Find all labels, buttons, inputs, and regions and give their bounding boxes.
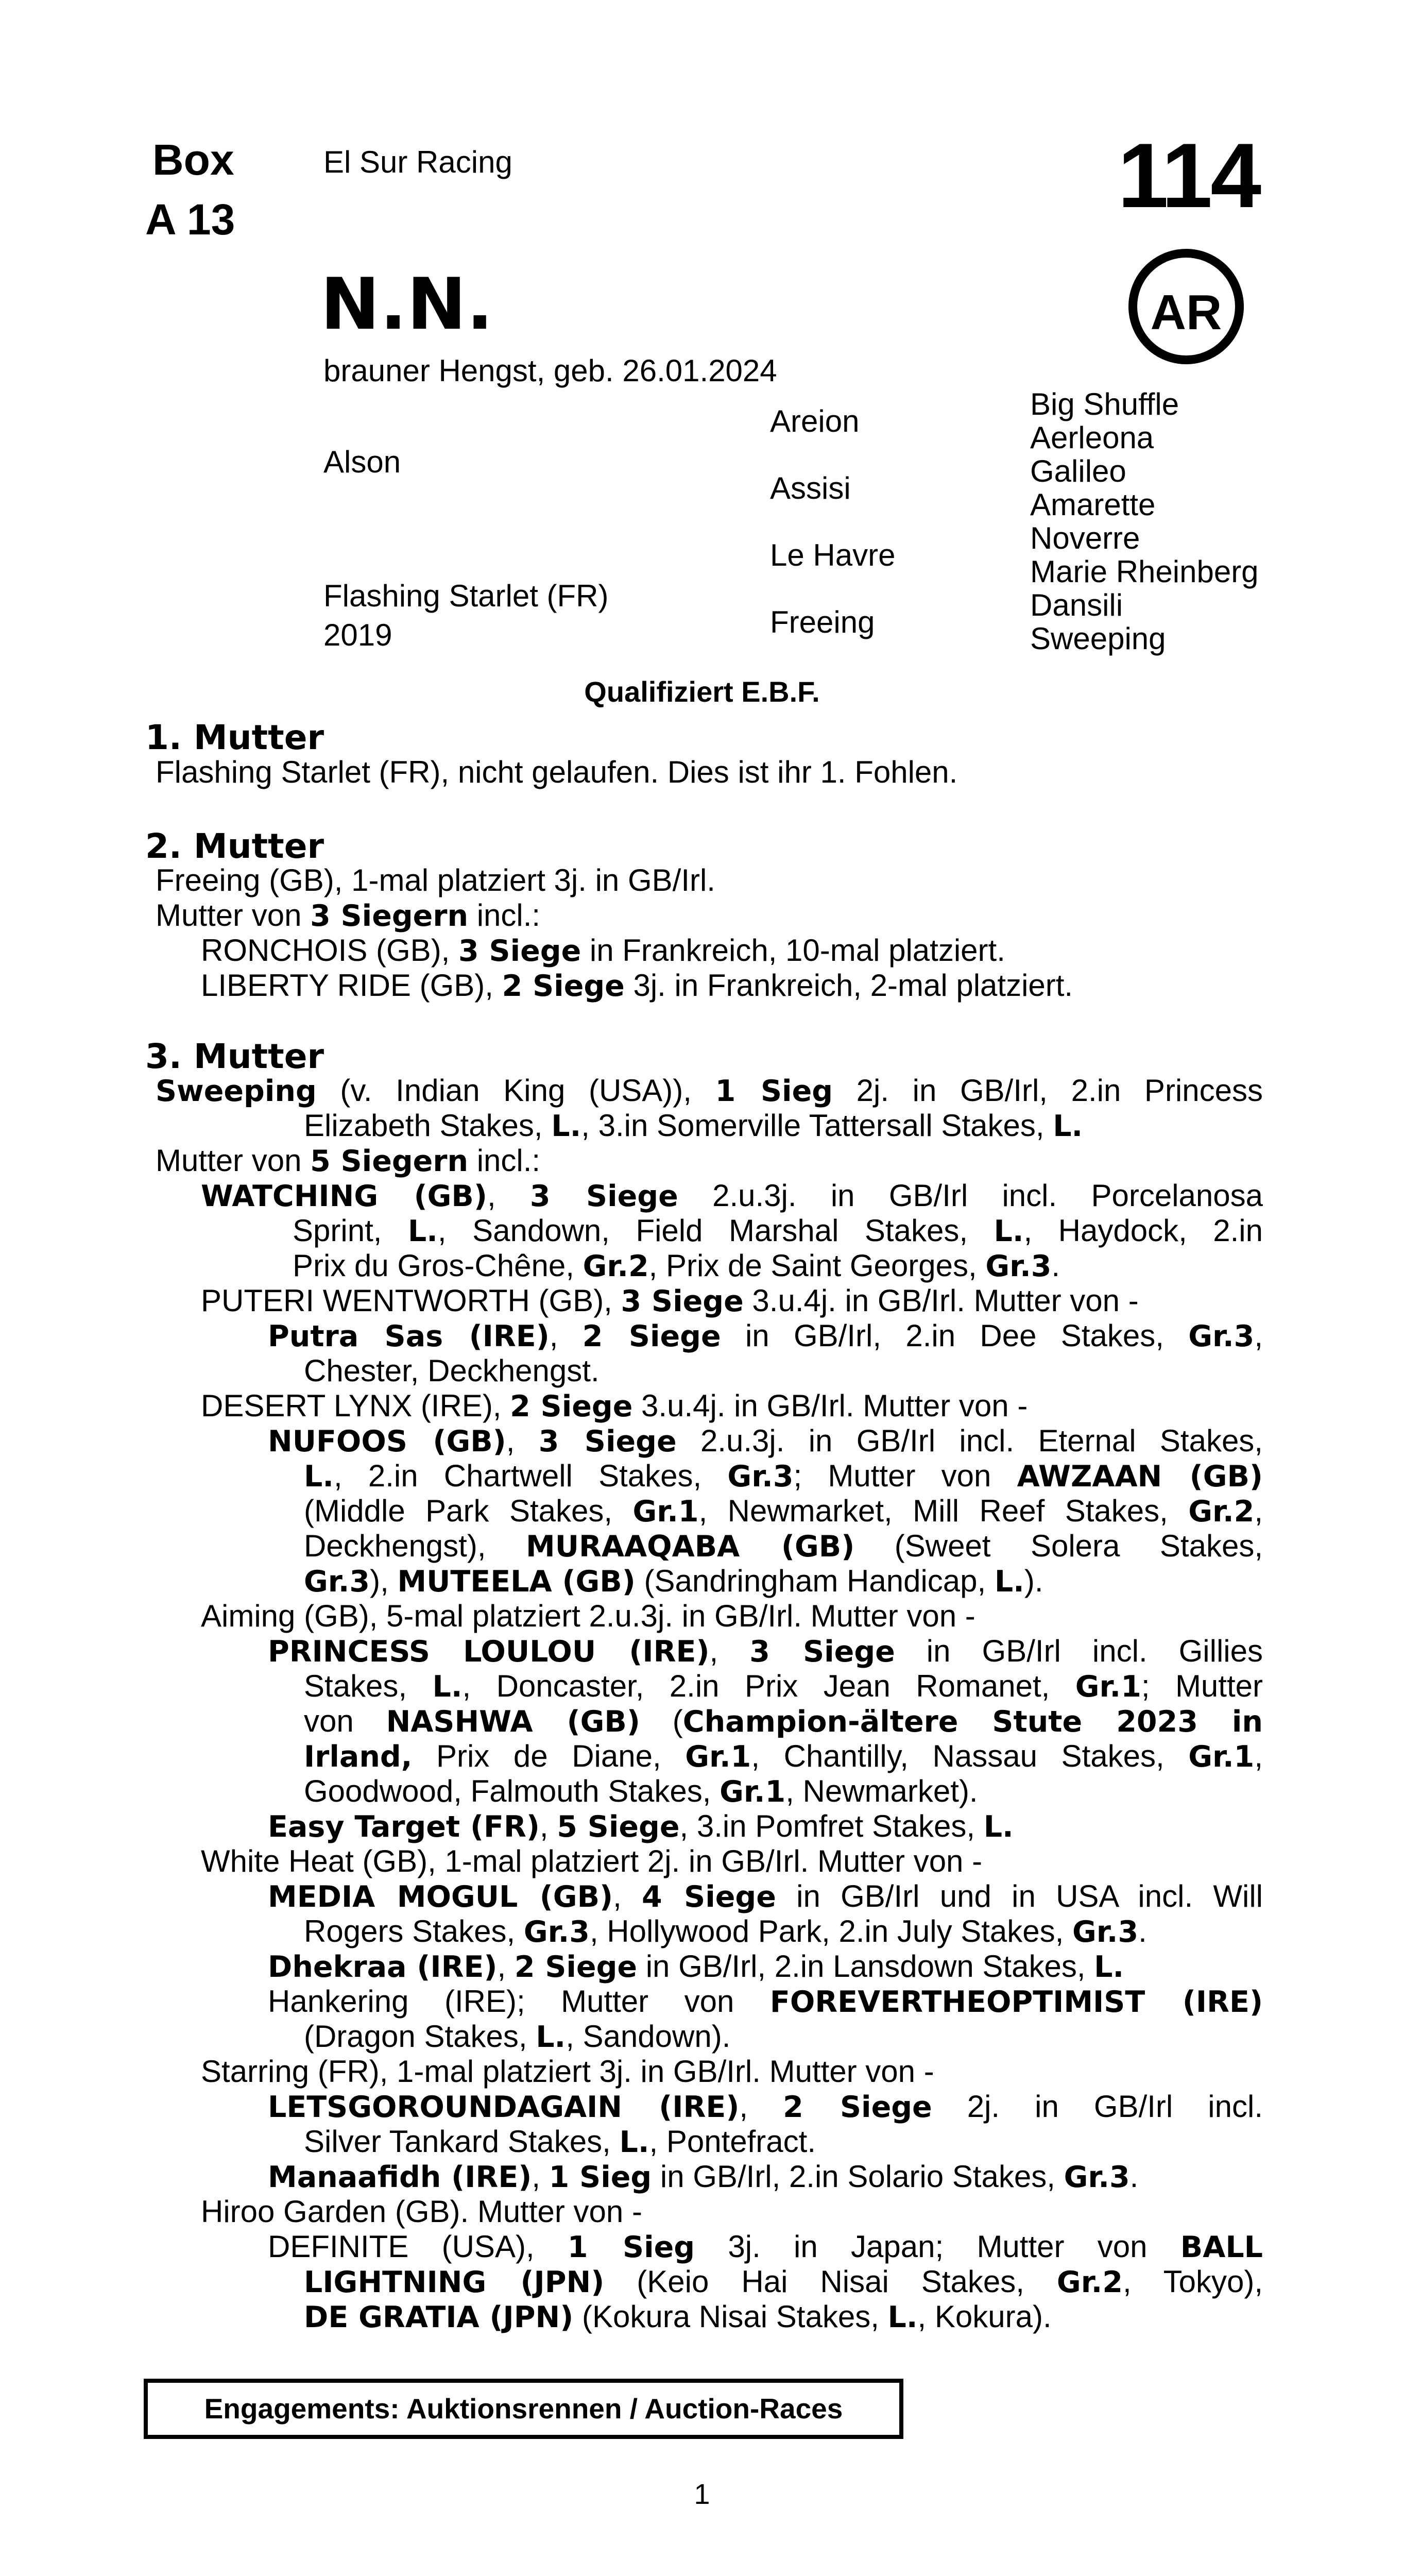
bold-text: MEDIA MOGUL (GB) [268,1880,613,1914]
text-line [201,968,1073,1003]
text-span: Prix de Diane, [412,1739,686,1773]
text-span: (Sandringham Handicap, [635,1564,995,1598]
text-line [304,2299,1052,2334]
bold-text: Irland, [304,1740,413,1774]
bold-text: Gr.3 [1188,1319,1255,1353]
pedigree-sire: Alson [323,445,401,479]
ar-badge [1128,249,1244,364]
bold-text: NASHWA (GB) [386,1705,640,1739]
text-span: von [304,1704,386,1738]
text-span: , Kokura). [917,2299,1052,2334]
text-span: , [532,2159,549,2194]
pedigree-great-grandparent: Amarette [1030,487,1156,522]
horse-name: N.N. [320,263,493,346]
text-line [201,933,1005,968]
text-span: White Heat (GB), 1-mal platziert 2j. in GB/Irl. Mutter von - [201,1844,983,1878]
bold-text: 2 Siege [502,969,625,1003]
bold-text: 2 Siege [510,1389,633,1423]
text-line [268,1984,1263,2019]
text-line [268,1634,1263,1669]
text-line [304,1704,1263,1739]
text-span: Elizabeth Stakes, [304,1108,552,1143]
bold-text: Champion-ältere Stute 2023 in [682,1705,1263,1739]
text-span: DESERT LYNX (IRE), [201,1388,510,1423]
text-span: Mutter von [156,1143,311,1178]
text-span: ( [640,1704,683,1738]
bold-text: 4 Siege [642,1880,776,1914]
text-span: , Newmarket, Mill Reef Stakes, [698,1494,1189,1528]
text-span: ), [370,1564,398,1598]
bold-text: 3 Siege [529,1179,678,1213]
mutter1-heading: 1. Mutter [145,718,324,757]
bold-text: Gr.2 [583,1249,649,1283]
text-span: , Hollywood Park, 2.in July Stakes, [589,1914,1073,1948]
text-span: Rogers Stakes, [304,1914,524,1948]
text-span: , [487,1178,530,1213]
text-span: (Middle Park Stakes, [304,1494,633,1528]
text-span: , 3.in Pomfret Stakes, [679,1809,984,1843]
mutter3-heading: 3. Mutter [145,1037,324,1076]
bold-text: PRINCESS LOULOU (IRE) [268,1635,710,1669]
text-span: in GB/Irl und in USA incl. Will [776,1879,1263,1913]
text-line [268,1949,1124,1984]
bold-text: WATCHING (GB) [201,1179,487,1213]
text-span: , [613,1879,642,1913]
pedigree-great-grandparent: Sweeping [1030,621,1166,656]
bold-text: 2 Siege [783,2090,932,2124]
bold-text: 1 Sieg [715,1074,833,1108]
bold-text: 5 Siegern [310,1144,469,1178]
text-span: , [539,1809,557,1843]
text-span: Hiroo Garden (GB). Mutter von - [201,2194,642,2229]
box-number: A 13 [145,195,235,244]
ar-badge-label: AR [1150,285,1222,340]
bold-text: L. [551,1109,581,1143]
text-span: LIBERTY RIDE (GB), [201,968,502,1003]
mutter2-heading: 2. Mutter [145,826,324,866]
text-span: Stakes, [304,1669,433,1703]
text-span: , Newmarket). [785,1774,978,1808]
text-span: . [1129,2159,1139,2194]
bold-text: FOREVERTHEOPTIMIST (IRE) [769,1985,1263,2019]
bold-text: L. [304,1460,334,1494]
bold-text: 1 Sieg [567,2230,695,2264]
text-span: 3j. in Japan; Mutter von [695,2229,1180,2264]
mutter1-text: Flashing Starlet (FR), nicht gelaufen. Dies ist ihr 1. Fohlen. [156,755,958,789]
text-line [268,1423,1263,1459]
bold-text: Gr.1 [685,1740,751,1774]
text-span: in GB/Irl, 2.in Lansdown Stakes, [637,1949,1094,1984]
text-line [156,898,540,933]
text-line [304,1494,1263,1529]
pedigree-grandparent: Freeing [770,605,875,639]
text-span: . [1138,1914,1147,1948]
text-line [268,1809,1014,1844]
bold-text: Sweeping [156,1074,317,1108]
text-span: , Tokyo), [1123,2264,1263,2299]
bold-text: LIGHTNING (JPN) [304,2265,605,2299]
bold-text: 2 Siege [582,1319,721,1353]
text-span: , 2.in Chartwell Stakes, [333,1459,728,1493]
text-line [201,2054,934,2089]
horse-description: brauner Hengst, geb. 26.01.2024 [323,353,777,388]
text-span: , [739,2089,783,2124]
text-line [304,1529,1263,1564]
text-span: Starring (FR), 1-mal platziert 3j. in GB/Irl. Mutter von - [201,2054,934,2089]
text-line [201,1283,1139,1318]
bold-text: Gr.2 [1188,1495,1255,1529]
text-span: incl.: [468,1143,541,1178]
text-span: ; Mutter [1141,1669,1263,1703]
qualification-note: Qualifiziert E.B.F. [584,675,820,708]
text-span: Aiming (GB), 5-mal platziert 2.u.3j. in GB/Irl. Mutter von - [201,1599,975,1633]
text-span: in GB/Irl, 2.in Solario Stakes, [652,2159,1064,2194]
text-span: 2j. in GB/Irl, 2.in Princess [833,1073,1263,1108]
text-span: PUTERI WENTWORTH (GB), [201,1283,621,1318]
bold-text: Gr.1 [720,1775,786,1809]
text-span: (Sweet Solera Stakes, [854,1529,1263,1563]
text-span: , Chantilly, Nassau Stakes, [751,1739,1189,1773]
bold-text: Gr.1 [632,1495,699,1529]
text-span: , [1254,1318,1263,1353]
text-line [304,1914,1147,1949]
bold-text: Dhekraa (IRE) [268,1950,498,1984]
text-span: 2.u.3j. in GB/Irl incl. Porcelanosa [678,1178,1263,1213]
bold-text: NUFOOS (GB) [268,1425,506,1459]
text-span: , [1254,1739,1263,1773]
text-span: 2j. in GB/Irl incl. [932,2089,1263,2124]
lot-number: 114 [1118,124,1260,227]
text-span: in Frankreich, 10-mal platziert. [581,933,1005,968]
text-line [201,2194,642,2229]
bold-text: 3 Siege [749,1635,895,1669]
text-line [304,1353,600,1388]
text-span: Prix du Gros-Chêne, [293,1248,583,1283]
bold-text: Gr.3 [727,1460,794,1494]
bold-text: L. [407,1214,438,1248]
text-line [156,1073,1263,1108]
text-line [268,2159,1138,2194]
text-span: , Haydock, 2.in [1023,1213,1263,1248]
bold-text: Gr.3 [1072,1915,1139,1949]
text-span: 3.u.4j. in GB/Irl. Mutter von - [743,1283,1139,1318]
pedigree-great-grandparent: Big Shuffle [1030,387,1179,421]
bold-text: 3 Siegern [310,899,469,933]
text-span: incl.: [468,898,541,933]
text-span: 3j. in Frankreich, 2-mal platziert. [624,968,1073,1003]
bold-text: BALL [1180,2230,1263,2264]
text-span: Freeing (GB), 1-mal platziert 3j. in GB/Irl. [156,863,715,897]
text-line [304,2264,1263,2299]
bold-text: L. [994,1565,1024,1599]
text-span: , Doncaster, 2.in Prix Jean Romanet, [462,1669,1075,1703]
pedigree-dam-year: 2019 [323,618,392,652]
text-span: , [709,1634,750,1668]
text-span: (Keio Hai Nisai Stakes, [604,2264,1057,2299]
text-span: Sprint, [293,1213,408,1248]
text-span: , 3.in Somerville Tattersall Stakes, [581,1108,1053,1143]
bold-text: DE GRATIA (JPN) [304,2300,574,2334]
bold-text: L. [536,2020,566,2054]
text-span: . [1051,1248,1060,1283]
text-span: in GB/Irl, 2.in Dee Stakes, [721,1318,1189,1353]
pedigree-great-grandparent: Galileo [1030,454,1126,488]
bold-text: L. [983,1810,1014,1844]
bold-text: 3 Siege [538,1425,677,1459]
pedigree-great-grandparent: Dansili [1030,588,1123,622]
pedigree-grandparent: Le Havre [770,538,896,572]
bold-text: LETSGOROUNDAGAIN (IRE) [268,2090,740,2124]
engagements-box: Engagements: Auktionsrennen / Auction-Races [144,2379,903,2439]
bold-text: AWZAAN (GB) [1017,1460,1263,1494]
pedigree-great-grandparent: Noverre [1030,521,1140,555]
text-span: , [506,1423,539,1458]
text-line [156,1143,540,1178]
text-line [304,1669,1263,1704]
text-span: , [1254,1494,1263,1528]
bold-text: L. [619,2125,649,2159]
bold-text: MURAAQABA (GB) [526,1530,855,1564]
owner-name: El Sur Racing [323,145,512,179]
pedigree-grandparent: Assisi [770,471,851,505]
text-span: Deckhengst), [304,1529,526,1563]
text-span: 2.u.3j. in GB/Irl incl. Eternal Stakes, [676,1423,1263,1458]
text-line [304,1108,1083,1143]
bold-text: Gr.1 [1075,1670,1141,1704]
bold-text: 3 Siege [621,1284,744,1318]
box-label: Box [152,135,234,184]
text-span: Hankering (IRE); Mutter von [268,1984,770,2019]
bold-text: Gr.1 [1188,1740,1255,1774]
text-line [201,1844,982,1879]
text-span: Mutter von [156,898,311,933]
text-span: ). [1024,1564,1043,1598]
text-span: RONCHOIS (GB), [201,933,459,968]
text-line [304,1459,1263,1494]
bold-text: Gr.3 [523,1915,590,1949]
bold-text: L. [994,1214,1024,1248]
text-line [201,1388,1028,1423]
text-span: ; Mutter von [793,1459,1017,1493]
bold-text: Manaafidh (IRE) [268,2160,532,2194]
text-span: , Sandown, Field Marshal Stakes, [437,1213,994,1248]
text-span: Chester, Deckhengst. [304,1353,600,1388]
bold-text: Putra Sas (IRE) [268,1319,550,1353]
bold-text: L. [887,2300,918,2334]
text-span: , Pontefract. [649,2124,816,2159]
text-line [304,1564,1043,1599]
bold-text: Gr.3 [304,1565,370,1599]
text-span: (Dragon Stakes, [304,2019,536,2054]
text-line [268,2089,1263,2124]
bold-text: 3 Siege [458,934,581,968]
bold-text: 2 Siege [514,1950,638,1984]
text-line [293,1248,1060,1283]
bold-text: L. [1053,1109,1083,1143]
text-line [201,1178,1263,1213]
bold-text: L. [1094,1950,1124,1984]
bold-text: 5 Siege [557,1810,680,1844]
text-span: , Prix de Saint Georges, [648,1248,986,1283]
bold-text: L. [432,1670,463,1704]
bold-text: 1 Sieg [549,2160,652,2194]
bold-text: Easy Target (FR) [268,1810,540,1844]
text-span: (Kokura Nisai Stakes, [573,2299,888,2334]
text-line [156,863,715,898]
text-span: in GB/Irl incl. Gillies [895,1634,1263,1668]
bold-text: Gr.3 [1064,2160,1130,2194]
pedigree-great-grandparent: Marie Rheinberg [1030,554,1259,589]
bold-text: MUTEELA (GB) [397,1565,636,1599]
text-span: DEFINITE (USA), [268,2229,568,2264]
text-span: (v. Indian King (USA)), [316,1073,715,1108]
pedigree-grandparent: Areion [770,404,860,438]
text-line [268,1318,1263,1353]
pedigree-dam: Flashing Starlet (FR) [323,579,609,613]
text-span: Goodwood, Falmouth Stakes, [304,1774,720,1808]
text-line [304,2124,816,2159]
text-span: Silver Tankard Stakes, [304,2124,620,2159]
text-span: , [497,1949,515,1984]
page-number: 1 [694,2478,710,2510]
bold-text: Gr.2 [1056,2265,1123,2299]
pedigree-great-grandparent: Aerleona [1030,420,1154,455]
text-line [304,2019,730,2054]
text-line [201,1599,975,1634]
text-line [268,1879,1263,1914]
text-line [293,1213,1263,1248]
bold-text: Gr.3 [985,1249,1052,1283]
text-line [304,1774,978,1809]
text-line [268,2229,1263,2264]
text-span: 3.u.4j. in GB/Irl. Mutter von - [632,1388,1028,1423]
text-span: , [549,1318,583,1353]
text-span: , Sandown). [566,2019,731,2054]
text-line [304,1739,1263,1774]
